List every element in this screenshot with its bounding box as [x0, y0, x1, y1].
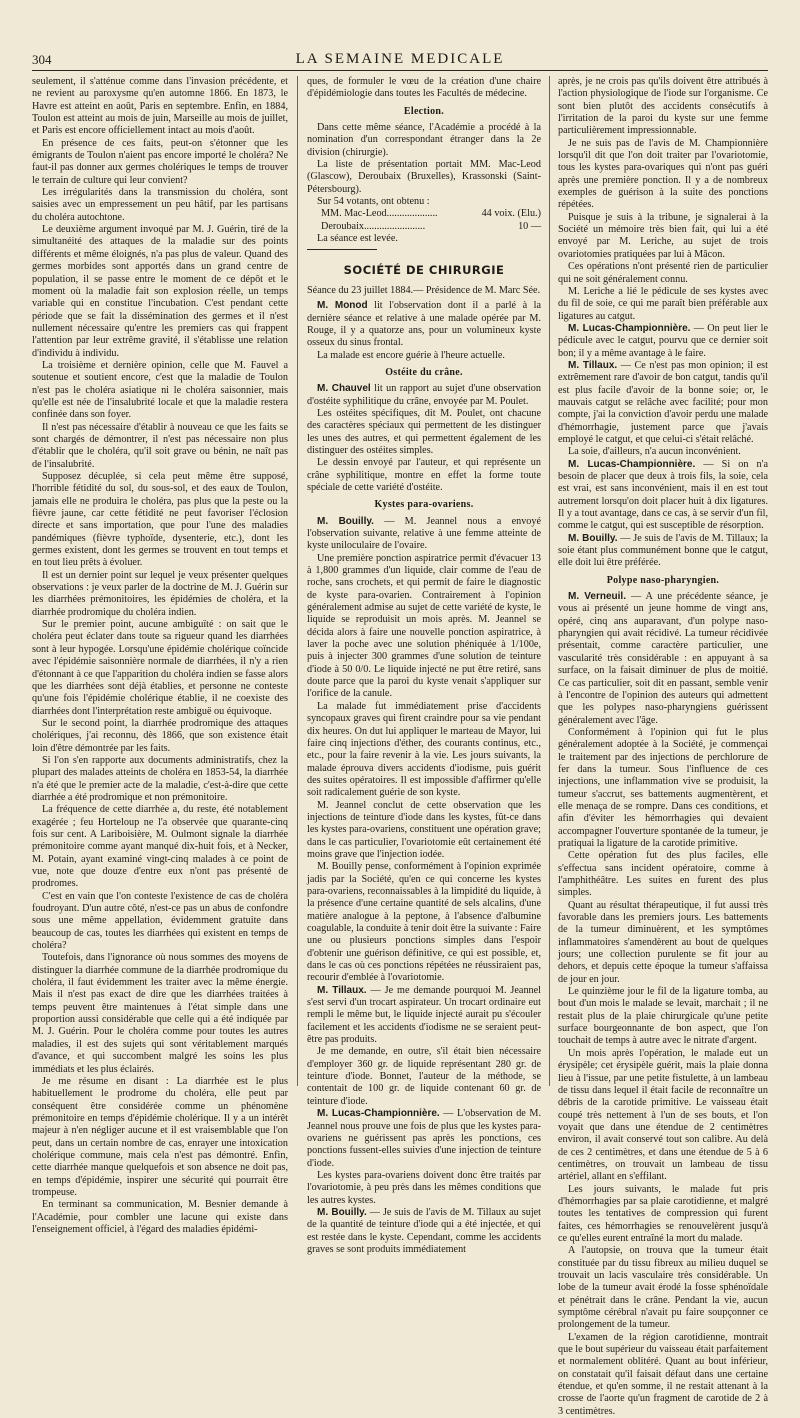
- subheading-election: Election.: [403, 105, 445, 117]
- paragraph: Sur 54 votants, ont obtenu :: [317, 196, 430, 208]
- vote-name: MM. Mac-Leod....................: [321, 208, 438, 220]
- paragraph: [307, 1108, 541, 1170]
- paragraph: Les jours suivants, le malade fut pris d'hémorrhagies par sa plaie carotidienne, et malgré toutes les tentatives de compression qui furent faites, ces hémorrhagies se renouvelèrent jusqu'à ce qu'elles eurent entraîné la mort du malade.: [558, 1183, 768, 1244]
- paragraph: seulement, il s'atténue comme dans l'invasion précédente, et ne revient au paroxysme qu'en automne 1866. En 1873, le Havre est atteint en août, Paris en septembre. Enfin, en 1884, Toulon est atteint au mois de juin, Marseille au mois de juillet, et Paris est encore officiellement intact au mois d'août.: [32, 76, 288, 137]
- session-presidency: Séance du 23 juillet 1884.— Présidence de M. Marc Sée.: [307, 284, 541, 296]
- paragraph: [307, 1207, 541, 1256]
- paragraph: La malade est encore guérie à l'heure actuelle.: [317, 349, 505, 361]
- paragraph: La soie, d'ailleurs, n'a aucun inconvénient.: [568, 446, 741, 458]
- paragraph: Le deuxième argument invoqué par M. J. Guérin, tiré de la simultanéité des attaques de la maladie sur des points différents et même éloignés, n'a pas plus de valeur. Quand des germes morbides sont apportés dans un grand centre de population, il se passe entre le moment de ce dépôt et le moment où la maladie fait son explosion réelle, un temps variable qui en constitue l'incubation. C'est pendant cette période que se fait la dissémination des germes et il n'est nullement nécessaire qu'entre les premiers cas qui frappent l'attention par leur extrême gravité, il s'établisse une relation d'individu à individu.: [32, 224, 288, 359]
- section-title: SOCIÉTÉ DE CHIRURGIE: [343, 263, 505, 278]
- speaker-text: lit un rapport au sujet d'une observation d'ostéite syphilitique du crâne, envoyée par M. Poulet.: [307, 383, 541, 407]
- speaker-text: — M. Jeannel nous a envoyé l'observation suivante, relative à une femme atteinte de kyste uniloculaire de l'ovaire.: [307, 515, 541, 552]
- paragraph: [307, 300, 541, 349]
- paragraph: En présence de ces faits, peut-on s'étonner que les émigrants de Toulon n'aient pas encore importé le choléra? Ne faut-il pas donner aux germes cholériques le temps de trouver le terrain de culture qui leur convient?: [32, 137, 288, 186]
- vote-count: 44 voix. (Elu.): [481, 208, 541, 220]
- speaker-name: M. Bouilly.: [568, 532, 618, 544]
- vote-name: Deroubaix........................: [321, 220, 426, 232]
- speaker-name: M. Tillaux.: [317, 984, 367, 996]
- speaker-text: lit l'observation dont il a parlé à la dernière séance et relative à une malade opérée par M. Rouge, il y a quatorze ans, pour un volumineux kyste osseux du sinus frontal.: [307, 300, 541, 349]
- paragraph: La séance est levée.: [317, 233, 398, 245]
- paragraph: Il est un dernier point sur lequel je veux présenter quelques observations : je veux parler de la doctrine de M. J. Guérin sur les diarrhées prémonitoires, les épidémies de choléra, et la diarrhée prodromique du choléra indien.: [32, 569, 288, 618]
- paragraph: [558, 459, 768, 533]
- paragraph: ques, de formuler le vœu de la création d'une chaire d'épidémiologie dans toutes les Facultés de médecine.: [307, 76, 541, 100]
- subheading-osteite: Ostéite du crâne.: [385, 366, 463, 378]
- paragraph: M. Bouilly pense, conformément à l'opinion exprimée jadis par la Société, qu'en ce qui concerne les kystes para-ovariens, reconnaissables à la limpidité du liquide, à la présence d'une certaine quantité de sels alcalins, d'une matière analogue à la peptone, à l'absence d'albumine coagulable, la conduite à tenir doit être la suivante : Faire une ou plusieurs ponctions simples dans l'espoir d'obtenir une guérison définitive, ce qui est possible, et, dans le cas où ces ponctions répétées ne réussiraient pas, recourir d'emblée à l'ovariotomie.: [307, 861, 541, 984]
- paragraph: Je me demande, en outre, s'il était bien nécessaire d'employer 360 gr. de liquide représentant 280 gr. de teinture d'iode. Bonnet, l'auteur de la méthode, se contentait de 100 gr. de liquide contenant 60 gr. de teinture d'iode.: [307, 1046, 541, 1107]
- speaker-name: M. Lucas-Championnière.: [568, 322, 691, 334]
- paragraph: La troisième et dernière opinion, celle que M. Fauvel a soutenue et soutient encore, c'est que la maladie de Toulon n'est pas le choléra asiatique ni le choléra saisonnier, mais qu'elle est née de l'insalubrité locale et que la maladie restera confinée dans son foyer.: [32, 359, 288, 421]
- subheading-polype: Polype naso-pharyngien.: [606, 574, 720, 586]
- subheading-kystes: Kystes para-ovariens.: [374, 499, 474, 511]
- speaker-name: M. Chauvel: [317, 383, 371, 395]
- vote-count: 10 —: [518, 220, 541, 232]
- speaker-name: M. Lucas-Championnière.: [317, 1108, 440, 1120]
- paragraph: Un mois après l'opération, le malade eut un érysipèle; cet érysipèle guérit, mais la plaie donna lieu à l'issue, par une petite fistulette, à un lambeau de tissu dans lequel il était facile de reconnaître un débris de la carotide primitive. Le vaisseau était coupé très nettement à l'un de ses bouts, et l'on voyait que dans une étendue de 2 centimètres environ, il avait conservé tout son calibre. Au delà de ces 2 centimètres, et dans une étendue de 5 à 6 centimètres, on trouvait un lambeau de tissu artériel, allant en s'effilant.: [558, 1047, 768, 1183]
- paragraph: Sur le second point, la diarrhée prodromique des attaques cholériques, j'ai reconnu, dès 1866, que son existence était loin d'être démontrée par les faits.: [32, 717, 288, 754]
- paragraph: Supposez décuplée, si cela peut même être supposé, l'horrible fétidité du sol, du sous-sol, et des eaux de Toulon, jamais elle ne produira le choléra, pas plus que la peste ou la fièvre jaune, car cette fétidité ne peut favoriser l'éclosion directe et sans importation, que pour l'une des maladies pandémiques (fièvre typhoïde, dysenterie, etc.), dont les germes existent, dont les germes se trouvent en tout temps et en tout lieu prêts à évoluer.: [32, 471, 288, 569]
- paragraph: Il n'est pas nécessaire d'établir à nouveau ce que les faits se sont chargés de démontrer, il n'est pas nécessaire non plus d'établir que le choléra, qu'il soit grave ou bénin, ne naît pas de l'insalubrité.: [32, 421, 288, 470]
- paragraph: En terminant sa communication, M. Besnier demande à l'Académie, pour combler une lacune qui existe dans l'enseignement officiel, à l'égard des maladies épidémi-: [32, 1199, 288, 1235]
- paragraph: après, je ne crois pas qu'ils doivent être attribués à l'action physiologique de l'iode sur l'organisme. Ce sont bien plutôt des accidents consécutifs à l'irritation de la paroi du kyste sur une femme particulièrement impressionnable.: [558, 76, 768, 137]
- paragraph: Toutefois, dans l'ignorance où nous sommes des moyens de distinguer la diarrhée commune de la diarrhée prodromique du choléra, il faut évidemment les traiter avec la même énergie. Mais il n'est pas exact de dire que les diarrhées traitées à temps peuvent être maintenues à l'état simple dans une proportion aussi considérable que celle qui a été indiquée par M. J. Guérin. Pour le choléra comme pour toutes les autres maladies, il est des sujets qui sont véritablement marqués d'avance, et qui succombent malgré les soins les plus immédiats et les plus éclairés.: [32, 952, 288, 1075]
- paragraph: [558, 591, 768, 727]
- paragraph: [307, 985, 541, 1047]
- speaker-name: M. Bouilly.: [317, 1206, 367, 1218]
- paragraph: C'est en vain que l'on conteste l'existence de cas de choléra foudroyant. D'un autre côté, n'est-ce pas un abus de confondre sous une même appellation, évidemment gratuite dans beaucoup de cas, toutes les diarrhées qui existent en temps de choléra?: [32, 890, 288, 952]
- paragraph: Les ostéites spécifiques, dit M. Poulet, ont chacune des caractères spéciaux qui permettent de les distinguer les unes des autres, et qui permettent également de les distinguer des ostéites simples.: [307, 407, 541, 456]
- paragraph: M. Jeannel conclut de cette observation que les injections de teinture d'iode dans les kystes, fût-ce dans les kystes para-ovariens, constituent une opération grave; dans le cas particulier, l'ovariotomie eût certainement été moins grave que l'injection iodée.: [307, 799, 541, 860]
- column-rule: [549, 76, 550, 1086]
- speaker-text: — Si on n'a besoin de placer que deux à trois fils, la soie, cela est vrai, est sans inconvénient, mais il en est tout autrement lorsqu'on doit placer huit à dix ligatures. Il y a tout avantage, dans ce cas, à se servir d'un fil, comme le catgut, qui est susceptible de résorption.: [558, 458, 768, 532]
- column-rule: [297, 76, 298, 1086]
- column-1: [32, 76, 289, 1235]
- paragraph: La fréquence de cette diarrhée a, du reste, été notablement exagérée ; feu Horteloup ne l'a observée que quarante-cinq fois sur cent. A Lariboisière, M. Oulmont signale la diarrhée prémonitoire comme ayant manqué dix-huit fois, et à Necker, M. Potain, ayant examiné vingt-cinq malades à ce point de vue, note que douze d'entre eux n'ont pas présenté de prodromes.: [32, 804, 288, 890]
- paragraph: Le quinzième jour le fil de la ligature tomba, au bout d'un mois le malade se levait, marchait ; il ne restait plus de la plaie chirurgicale qu'une petite surface bourgeonnante de bon aspect, que l'on touchait de temps à autre avec le nitrate d'argent.: [558, 986, 768, 1047]
- paragraph: [307, 516, 541, 553]
- paragraph: Une première ponction aspiratrice permit d'évacuer 13 à 1,800 grammes d'un liquide, clair comme de l'eau de roche, sans crochets, et qui permit de faire le diagnostic de kyste para-ovarien. Contrairement à l'opinion généralement admise au sujet de cette variété de kyste, le liquide se reproduisit un mois après. M. Jeannel se décida alors à faire une nouvelle ponction aspiratrice, à laver la poche avec une solution phéniquée à 1/100e, puis à injecter 300 grammes d'une solution de teinture d'iode à 50 0/0. Le liquide injecté ne put être retiré, sans doute parce que la paroi du kyste venait s'appliquer sur l'orifice de la canule.: [307, 552, 541, 700]
- speaker-name: M. Lucas-Championnière.: [568, 458, 696, 470]
- paragraph: Le dessin envoyé par l'auteur, et qui représente un crâne syphilitique, montre en effet la forme toute spéciale de cette variété d'ostéite.: [307, 457, 541, 493]
- paragraph: [558, 323, 768, 360]
- paragraph: [558, 533, 768, 570]
- paragraph: Sur le premier point, aucune ambiguïté : on sait que le choléra peut éclater dans toute sa rigueur quand les diarrhées sont à leur hypogée. Lorsqu'une épidémie cholérique coïncide avec l'épidémie saisonnière normale de diarrhées, il n'y a rien d'étonnant à ce que l'apparition du choléra indien se fasse alors que les diarrhées sont déjà établies, et personne ne conteste qu'une fois l'épidémie cholérique établie, il ne coexiste des diarrhées dont l'interprétation reste ambiguë ou équivoque.: [32, 619, 289, 717]
- paragraph: [558, 360, 768, 446]
- vote-row: [307, 208, 541, 220]
- paragraph: Les irrégularités dans la transmission du choléra, sont saisies avec un empressement un peu hâtif, par les partisans du choléra autochtone.: [32, 187, 288, 223]
- speaker-text: — On peut lier le pédicule avec le catgut, pourvu que ce dernier soit bon; il y a même avantage à le faire.: [558, 322, 769, 359]
- paragraph: Quant au résultat thérapeutique, il fut aussi très favorable dans les premiers jours. Les battements de la tumeur diminuèrent, et les symptômes inflammatoires s'amendèrent au bout de quelques jours; une collection purulente se fit jour au dehors, et depuis cette époque la tumeur s'affaissa de jour en jour.: [558, 899, 768, 985]
- speaker-text: — Ce n'est pas mon opinion; il est extrêmement rare d'avoir de bon catgut, tandis qu'il est plus facile d'avoir de la bonne soie; or, le mauvais catgut se relâche avec facilité; pour mon compte, j'ai la conviction d'avoir perdu une malade d'hémorrhagie, justement parce que j'avais employé le catgut, et que celui-ci s'était relâché.: [558, 359, 768, 445]
- speaker-name: M. Monod: [317, 300, 368, 312]
- separator-rule: [307, 249, 377, 250]
- column-2: [307, 76, 542, 1255]
- speaker-name: M. Verneuil.: [568, 591, 626, 603]
- paragraph: La malade fut immédiatement prise d'accidents syncopaux graves qui firent craindre pour sa vie pendant dix heures. On dut lui appliquer le marteau de Mayor, lui faire cinq injections d'éther, des courants continus, etc., etc., pour la faire revenir à la vie. Les jours suivants, la malade éprouva divers accidents d'iodisme, puis guérit des suites opératoires. Il est impossible d'affirmer qu'elle soit radicalement guérie de son kyste.: [307, 700, 541, 799]
- page-header: [32, 50, 768, 71]
- speaker-text: — Je me demande pourquoi M. Jeannel s'est servi d'un trocart aspirateur. Un trocart ordinaire eut rempli le même but, le liquide injecté aurait pu s'écouler facilement et les accidents d'iodisme ne se seraient peut-être pas produits.: [307, 984, 541, 1046]
- paragraph: M. Leriche a lié le pédicule de ses kystes avec du fil de soie, ce qui me paraît bien préférable aux ligatures au catgut.: [558, 285, 768, 322]
- paragraph: Si l'on s'en rapporte aux documents administratifs, chez la plupart des malades atteints de choléra en 1853-54, la diarrhée n'a été que le premier acte de la maladie, c'est-à-dire que cette diarrhée a été prodromique et non prémonitoire.: [32, 754, 288, 803]
- speaker-name: M. Bouilly.: [317, 515, 374, 527]
- paragraph: Conformément à l'opinion qui fut le plus généralement adoptée à la Société, je commençai le traitement par des injections de perchlorure de fer dans la tumeur. Sous l'influence de ces injections, une inflammation vive se produisit, la tumeur s'accrut, ses battements augmentèrent, et elle menaça de se rompre. Dans ces conditions, et afin d'éviter les hémorrhagies qui devaient accompagner l'ouverture spontanée de la tumeur, je pratiquai la ligature de la carotide primitive.: [558, 726, 768, 849]
- paragraph: La liste de présentation portait MM. Mac-Leod (Glascow), Deroubaix (Bruxelles), Krassonski (Saint-Pétersbourg).: [307, 159, 541, 195]
- paragraph: Cette opération fut des plus faciles, elle s'effectua sans incident opératoire, comme à l'amphithéâtre. Les suites en furent des plus simples.: [558, 850, 768, 899]
- paragraph: L'examen de la région carotidienne, montrait que le bout supérieur du vaisseau était parfaitement et normalement oblitéré. Quant au bout inférieur, on constatait qu'il faisait défaut dans une certaine étendue, et qu'en somme, il ne restait attenant à la crosse de l'aorte qu'un fragment de carotide de 2 à 3 centimètres.: [558, 1331, 768, 1417]
- speaker-name: M. Tillaux.: [568, 359, 618, 371]
- page-number: 304: [32, 52, 52, 67]
- paragraph: [307, 383, 541, 408]
- journal-title: LA SEMAINE MEDICALE: [295, 51, 505, 67]
- paragraph: Dans cette même séance, l'Académie a procédé à la nomination d'un correspondant étranger dans la 2e division (chirurgie).: [307, 122, 541, 158]
- vote-row: [307, 221, 541, 233]
- speaker-text: — Je suis de l'avis de M. Tillaux au sujet de la quantité de teinture d'iode qui a été injectée, et qui est restée dans le kyste. Cependant, comme les accidents graves se sont produits immédiatement: [307, 1206, 541, 1255]
- paragraph: Ces opérations n'ont présenté rien de particulier qui ne soit généralement connu.: [558, 261, 768, 285]
- speaker-text: — A une précédente séance, je vous ai présenté un jeune homme de vingt ans, opéré, cinq ans auparavant, d'un polype naso-pharyngien qui avait récidivé. La tumeur récidivée présentait, comme caractère particulier, une vascularité très considérable : en appuyant à sa surface, on la faisait diminuer de plus de moitié. Ce cas particulier, soit dit en passant, semble venir à l'encontre de l'opinion des auteurs qui admettent que les polypes naso-pharyngiens guérissent généralement avec l'âge.: [558, 591, 768, 726]
- speaker-text: — L'observation de M. Jeannel nous prouve une fois de plus que les kystes para-ovariens ne guérissent pas après les ponctions, ces ponctions fussent-elles suivies d'une injection de teinture d'iode.: [307, 1108, 542, 1169]
- paragraph: Je me résume en disant : La diarrhée est le plus habituellement le prodrome du choléra, elle peut par conséquent être considérée comme un phénomène prémonitoire en temps d'épidémie cholérique. Il y a un intérêt majeur à n'en négliger aucune et il est vraisemblable que l'on peut, dans un certain nombre de cas, enrayer une intoxication cholérique commune, mais cela n'est pas démontré. Enfin, cette diarrhée manque quelquefois et son absence ne doit pas, en temps d'épidémie, inspirer une sécurité qui pourrait être trompeuse.: [32, 1075, 288, 1198]
- paragraph: Je ne suis pas de l'avis de M. Championnière lorsqu'il dit que l'on doit traiter par l'ovariotomie, tous les kystes para-ovariques qui n'ont pas guéri après une première ponction. Il y a de nombreux exemples de guérison à la suite des ponctions répétées.: [558, 137, 768, 211]
- paragraph: Les kystes para-ovariens doivent donc être traités par l'ovariotomie, à peu près dans les mêmes conditions que les autres kystes.: [307, 1169, 541, 1206]
- column-3: [558, 76, 769, 1417]
- paragraph: A l'autopsie, on trouva que la tumeur était constituée par du tissu fibreux au milieu duquel se trouvait un lacis vasculaire très considérable. Un lobe de la tumeur avait érodé la fosse sphénoïdale et pénétrait dans le crâne. Pendant la vie, aucun symptôme cérébral n'avait pu faire soupçonner ce prolongement de la tumeur.: [558, 1245, 768, 1331]
- paragraph: Puisque je suis à la tribune, je signalerai à la Société un mémoire très bien fait, qui lui a été envoyé par M. Leriche, au sujet de trois ovariotomies pratiquées par lui à Mâcon.: [558, 211, 768, 260]
- speaker-text: — Je suis de l'avis de M. Tillaux; la soie étant plus communément bonne que le catgut, elle doit lui être préférée.: [558, 532, 768, 569]
